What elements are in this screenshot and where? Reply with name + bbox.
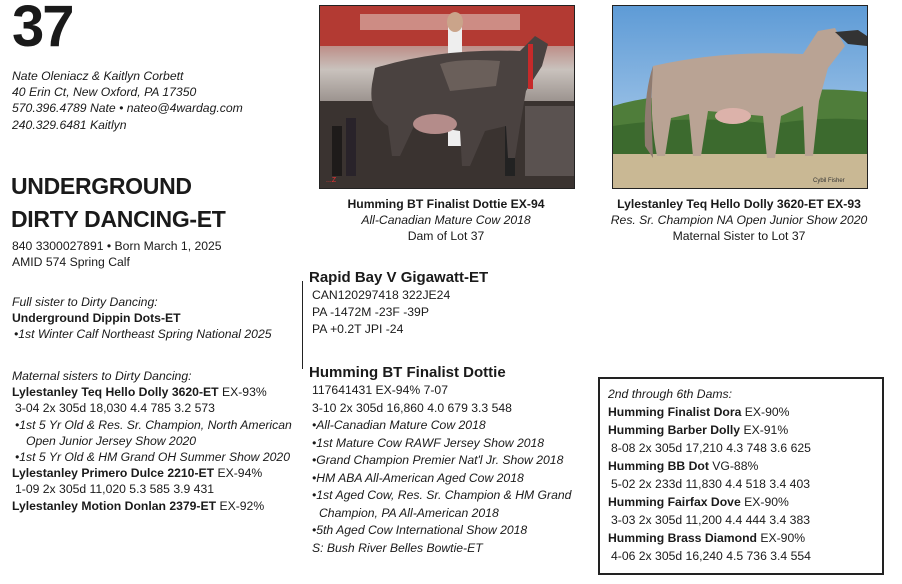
dam-6-record: 4-06 2x 305d 16,240 4.5 736 3.4 554 (611, 549, 811, 563)
dam-3-header (608, 421, 811, 439)
dam-note: •1st Aged Cow, Res. Sr. Champion & HM Grand (312, 488, 572, 502)
full-sister-note: •1st Winter Calf Northeast Spring National 2025 (14, 327, 272, 342)
sister-2-name: Lylestanley Primero Dulce 2210-ET (12, 466, 215, 481)
sire-pa-jpi-line: PA +0.2T JPI -24 (312, 322, 404, 336)
sire-block (309, 268, 488, 338)
dam-6-name: Humming Brass Diamond (608, 531, 757, 545)
dams-box (598, 377, 884, 575)
sister-1-note-1a: •1st 5 Yr Old & Res. Sr. Champion, North American (15, 417, 292, 432)
dams-box-heading: 2nd through 6th Dams: (608, 387, 732, 401)
sister-1-name: Lylestanley Teq Hello Dolly 3620-ET (12, 385, 219, 400)
dam-photo-subtitle: All-Canadian Mature Cow 2018 (361, 213, 531, 227)
sister-photo-watermark: Cybil Fisher (813, 178, 845, 184)
dam-3-score: EX-91% (740, 423, 789, 437)
dam-photo-image (320, 6, 574, 188)
dam-note: •Grand Champion Premier Nat'l Jr. Show 2018 (312, 453, 564, 467)
animal-id-block (12, 238, 222, 270)
sister-photo-relation: Maternal Sister to Lot 37 (672, 229, 806, 243)
dam-name: Humming BT Finalist Dottie (309, 364, 506, 381)
sister-1-record: 3-04 2x 305d 18,030 4.4 785 3.2 573 (15, 401, 215, 416)
sister-1-note-2: •1st 5 Yr Old & HM Grand OH Summer Show 2020 (15, 450, 290, 465)
sister-3-header (12, 498, 292, 514)
sister-photo-subtitle: Res. Sr. Champion NA Open Junior Show 2020 (610, 213, 868, 227)
dam-4-header (608, 457, 811, 475)
dam-note: Champion, PA All-American 2018 (319, 505, 499, 520)
dam-5-score: EX-90% (740, 495, 789, 509)
dam-record-line: 3-10 2x 305d 16,860 4.0 679 3.3 548 (312, 400, 512, 415)
full-sister-block (12, 294, 272, 343)
dam-5-header (608, 493, 811, 511)
dam-note: •HM ABA All-American Aged Cow 2018 (312, 470, 524, 485)
owner-address: 40 Erin Ct, New Oxford, PA 17350 (12, 85, 197, 100)
owner-block (12, 68, 243, 133)
sister-3-score: EX-92% (216, 498, 265, 513)
sister-1-score: EX-93% (218, 385, 267, 400)
sister-3-name: Lylestanley Motion Donlan 2379-ET (12, 498, 217, 513)
owner-phone-2: 240.329.6481 Kaitlyn (12, 117, 127, 132)
maternal-sisters-block (12, 368, 292, 514)
lot-number: 37 (12, 0, 73, 59)
dam-photo-caption (296, 196, 596, 244)
sire-name: Rapid Bay V Gigawatt-ET (309, 269, 489, 286)
sister-photo-title: Lylestanley Teq Hello Dolly 3620-ET EX-93 (617, 197, 861, 211)
sister-photo (612, 5, 868, 189)
sister-1-note-1b: Open Junior Jersey Show 2020 (26, 433, 197, 448)
dam-2-header (608, 403, 811, 421)
dam-4-record: 5-02 2x 233d 11,830 4.4 518 3.4 403 (611, 477, 811, 491)
sister-2-record: 1-09 2x 305d 11,020 5.3 585 3.9 431 (15, 482, 215, 497)
sire-pa-line: PA -1472M -23F -39P (312, 305, 429, 319)
sire-id-line: CAN120297418 322JE24 (312, 288, 451, 302)
dams-box-content (608, 385, 811, 565)
dam-note: •5th Aged Cow International Show 2018 (312, 523, 528, 537)
sister-photo-image (613, 6, 867, 188)
owner-phone-1: 570.396.4789 Nate • nateo@4wardag.com (12, 101, 243, 116)
animal-block (11, 170, 226, 236)
animal-amid-line: AMID 574 Spring Calf (12, 255, 130, 270)
dam-photo-relation: Dam of Lot 37 (407, 229, 485, 243)
dam-photo (319, 5, 575, 189)
dam-photo-watermark: ...Z (326, 177, 337, 184)
sister-2-score: EX-94% (214, 466, 263, 481)
dam-2-score: EX-90% (741, 405, 790, 419)
dam-block (309, 363, 571, 557)
dam-5-name: Humming Fairfax Dove (608, 495, 741, 509)
full-sister-heading: Full sister to Dirty Dancing: (12, 295, 158, 309)
pedigree-bracket (302, 281, 303, 369)
sister-photo-caption (589, 196, 889, 244)
dam-6-score: EX-90% (756, 531, 806, 545)
owner-names: Nate Oleniacz & Kaitlyn Corbett (12, 69, 184, 83)
dam-photo-title: Humming BT Finalist Dottie EX-94 (347, 197, 545, 211)
dam-4-score: VG-88% (708, 459, 759, 473)
dam-sire-line: S: Bush River Belles Bowtie-ET (312, 540, 483, 555)
maternal-sisters-heading: Maternal sisters to Dirty Dancing: (12, 369, 192, 383)
sister-1-header (12, 384, 292, 400)
animal-id-line: 840 3300027891 • Born March 1, 2025 (12, 239, 222, 253)
dam-2-name: Humming Finalist Dora (608, 405, 742, 419)
animal-name-line2: DIRTY DANCING-ET (11, 206, 226, 232)
sister-2-header (12, 465, 292, 481)
dam-note: •All-Canadian Mature Cow 2018 (312, 418, 486, 432)
dam-6-header (608, 529, 811, 547)
full-sister-name: Underground Dippin Dots-ET (12, 311, 181, 326)
dam-3-name: Humming Barber Dolly (608, 423, 741, 437)
dam-id-line: 117641431 EX-94% 7-07 (312, 383, 448, 397)
animal-name-line1: UNDERGROUND (11, 173, 192, 199)
dam-3-record: 8-08 2x 305d 17,210 4.3 748 3.6 625 (611, 441, 811, 455)
dam-4-name: Humming BB Dot (608, 459, 709, 473)
dam-note: •1st Mature Cow RAWF Jersey Show 2018 (312, 435, 545, 450)
dam-5-record: 3-03 2x 305d 11,200 4.4 444 3.4 383 (611, 513, 811, 527)
